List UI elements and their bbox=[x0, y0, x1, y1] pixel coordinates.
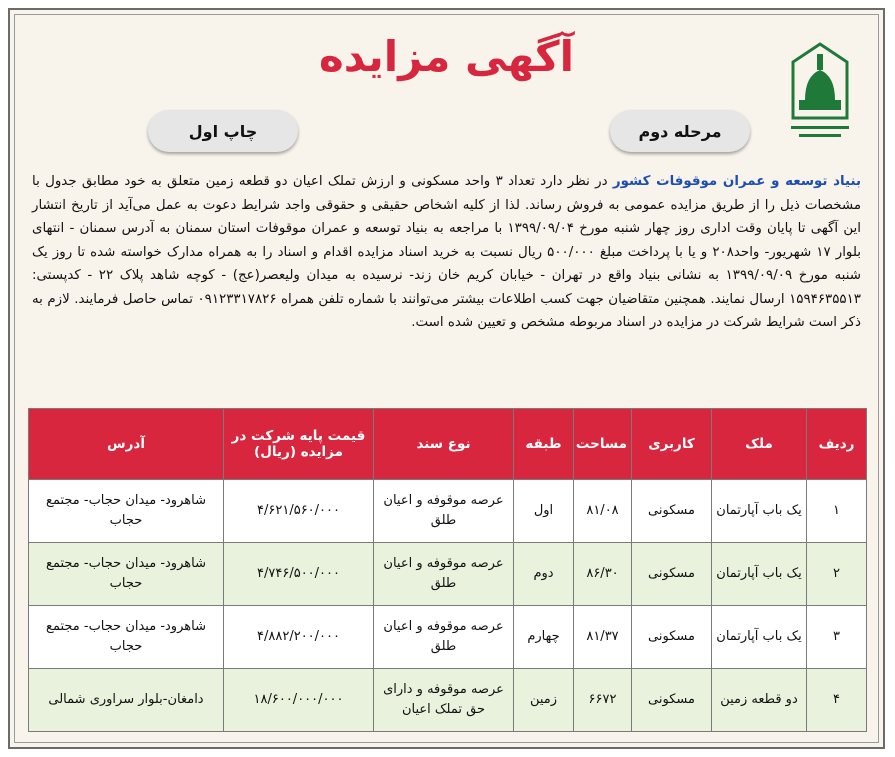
cell-base-price: ۴/۸۸۲/۲۰۰/۰۰۰ bbox=[224, 606, 374, 669]
cell-floor: اول bbox=[514, 480, 574, 543]
notice-body bbox=[32, 170, 861, 335]
organization-name: بنیاد توسعه و عمران موقوفات کشور bbox=[612, 174, 861, 189]
cell-usage: مسکونی bbox=[632, 543, 712, 606]
cell-index: ۴ bbox=[807, 669, 867, 732]
print-edition-badge: چاپ اول bbox=[148, 110, 298, 152]
table-row bbox=[29, 606, 867, 669]
cell-deed-type: عرصه موقوفه و اعیان طلق bbox=[374, 480, 514, 543]
header-deed-type: نوع سند bbox=[374, 409, 514, 480]
cell-address: دامغان-بلوار سراوری شمالی bbox=[29, 669, 224, 732]
header-area: مساحت bbox=[574, 409, 632, 480]
table-header-row bbox=[29, 409, 867, 480]
cell-property: دو قطعه زمین bbox=[712, 669, 807, 732]
auction-table bbox=[28, 408, 867, 732]
cell-area: ۶۶۷۲ bbox=[574, 669, 632, 732]
cell-address: شاهرود- میدان حجاب- مجتمع حجاب bbox=[29, 606, 224, 669]
cell-floor: چهارم bbox=[514, 606, 574, 669]
cell-index: ۲ bbox=[807, 543, 867, 606]
cell-area: ۸۶/۳۰ bbox=[574, 543, 632, 606]
table-row bbox=[29, 669, 867, 732]
header-usage: کاربری bbox=[632, 409, 712, 480]
cell-area: ۸۱/۰۸ bbox=[574, 480, 632, 543]
cell-usage: مسکونی bbox=[632, 669, 712, 732]
cell-index: ۳ bbox=[807, 606, 867, 669]
mosque-emblem-icon bbox=[785, 40, 855, 150]
cell-deed-type: عرصه موقوفه و اعیان طلق bbox=[374, 606, 514, 669]
header-floor: طبقه bbox=[514, 409, 574, 480]
cell-floor: زمین bbox=[514, 669, 574, 732]
header-address: آدرس bbox=[29, 409, 224, 480]
cell-base-price: ۴/۷۴۶/۵۰۰/۰۰۰ bbox=[224, 543, 374, 606]
cell-address: شاهرود- میدان حجاب- مجتمع حجاب bbox=[29, 543, 224, 606]
header-base-price: قیمت پایه شرکت در مزایده (ریال) bbox=[224, 409, 374, 480]
notice-text: در نظر دارد تعداد ۳ واحد مسکونی و ارزش تملک اعیان دو قطعه زمین متعلق به خود مطابق جدول با مشخصات ذیل را از طریق مزایده عمومی به فروش رساند. لذا از کلیه اشخاص حقیقی و حقوقی واجد شرایط دعوت به عمل می‌آید از تاریخ انتشار این آگهی تا پایان وقت اداری روز چهار شنبه مورخ ۱۳۹۹/۰۹/۰۴ با مراجعه به بنیاد توسعه و عمران موقوفات استان سمنان به آدرس سمنان - انتهای بلوار ۱۷ شهریور- واحد۲۰۸ و یا با پرداخت مبلغ ۵۰۰/۰۰۰ ریال نسبت به خرید اسناد مزایده اقدام و اسناد را به همراه مدارک خواسته شده تا روز یک شنبه مورخ ۱۳۹۹/۰۹/۰۹ به نشانی بنیاد واقع در تهران - خیابان کریم خان زند- نرسیده به میدان ولیعصر(عج) - کوچه شاهد پلاک ۲۲ - کدپستی: ۱۵۹۴۶۳۵۵۱۳ ارسال نمایند. همچنین متقاضیان جهت کسب اطلاعات بیشتر می‌توانند با شماره تلفن همراه ۰۹۱۲۳۳۱۷۸۲۶ تماس حاصل فرمایند. لازم به ذکر است شرایط شرکت در مزایده در اسناد مربوطه مشخص و تعیین شده است. bbox=[32, 174, 861, 330]
cell-usage: مسکونی bbox=[632, 606, 712, 669]
cell-deed-type: عرصه موقوفه و دارای حق تملک اعیان bbox=[374, 669, 514, 732]
cell-deed-type: عرصه موقوفه و اعیان طلق bbox=[374, 543, 514, 606]
cell-property: یک باب آپارتمان bbox=[712, 480, 807, 543]
cell-base-price: ۱۸/۶۰۰/۰۰۰/۰۰۰ bbox=[224, 669, 374, 732]
page-title: آگهی مزایده bbox=[318, 32, 574, 81]
table-row bbox=[29, 480, 867, 543]
cell-property: یک باب آپارتمان bbox=[712, 543, 807, 606]
table-row bbox=[29, 543, 867, 606]
cell-base-price: ۴/۶۲۱/۵۶۰/۰۰۰ bbox=[224, 480, 374, 543]
cell-address: شاهرود- میدان حجاب- مجتمع حجاب bbox=[29, 480, 224, 543]
cell-property: یک باب آپارتمان bbox=[712, 606, 807, 669]
header-index: ردیف bbox=[807, 409, 867, 480]
cell-usage: مسکونی bbox=[632, 480, 712, 543]
stage-badge: مرحله دوم bbox=[610, 110, 750, 152]
cell-area: ۸۱/۳۷ bbox=[574, 606, 632, 669]
cell-index: ۱ bbox=[807, 480, 867, 543]
header-property: ملک bbox=[712, 409, 807, 480]
cell-floor: دوم bbox=[514, 543, 574, 606]
